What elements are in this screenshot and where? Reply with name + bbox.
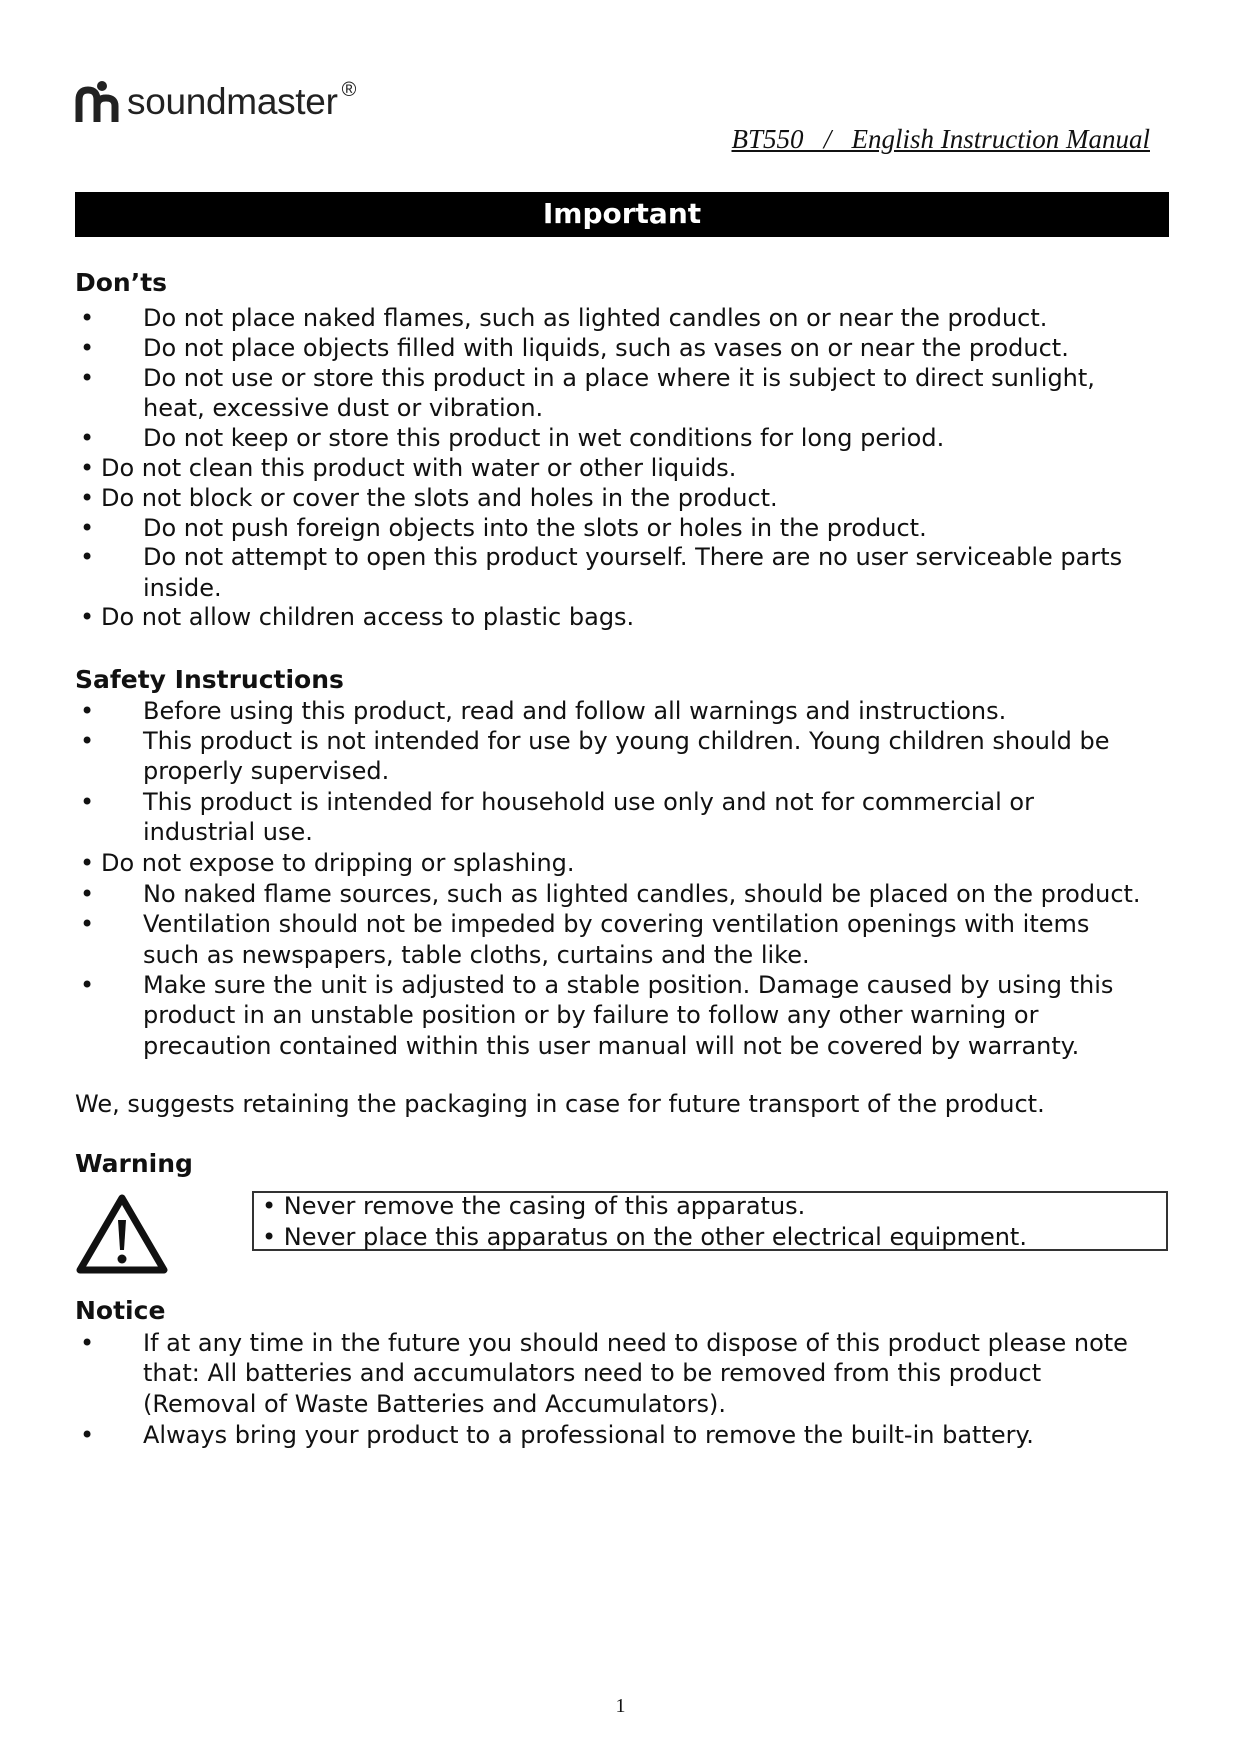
bullet-icon: • <box>80 910 95 938</box>
brand-name: soundmaster <box>127 81 338 122</box>
brand-registered-mark: ® <box>341 78 357 101</box>
safety-item-5: No naked flame sources, such as lighted candles, should be placed on the product. <box>143 880 1141 908</box>
donts-item-6: Do not block or cover the slots and holes in the product. <box>101 484 778 512</box>
important-banner: Important <box>75 192 1169 237</box>
warning-item-2-text: Never place this apparatus on the other electrical equipment. <box>283 1223 1027 1251</box>
warning-heading: Warning <box>75 1149 193 1178</box>
bullet-icon: • <box>80 364 95 392</box>
bullet-icon: • <box>80 514 95 542</box>
bullet-icon: • <box>80 697 95 725</box>
safety-item-3-cont: industrial use. <box>143 818 313 846</box>
safety-heading: Safety Instructions <box>75 665 344 694</box>
brand-logo <box>75 74 356 130</box>
warning-item-2: • Never place this apparatus on the other electrical equipment. <box>262 1223 1027 1251</box>
donts-item-8-cont: inside. <box>143 574 222 602</box>
safety-item-2: This product is not intended for use by young children. Young children should be <box>143 727 1110 755</box>
bullet-icon: • <box>80 971 95 999</box>
donts-item-3: Do not use or store this product in a place where it is subject to direct sunlight, <box>143 364 1095 392</box>
donts-item-3-cont: heat, excessive dust or vibration. <box>143 394 544 422</box>
bullet-icon: • <box>80 727 95 755</box>
safety-item-3: This product is intended for household use only and not for commercial or <box>143 788 1034 816</box>
bullet-icon: • <box>80 484 95 512</box>
safety-item-6-cont: such as newspapers, table cloths, curtains and the like. <box>143 941 810 969</box>
safety-item-7-cont: product in an unstable position or by failure to follow any other warning or <box>143 1001 1039 1029</box>
donts-item-4: Do not keep or store this product in wet conditions for long period. <box>143 424 945 452</box>
donts-item-8: Do not attempt to open this product yourself. There are no user serviceable parts <box>143 543 1123 571</box>
notice-item-1-cont: that: All batteries and accumulators need to be removed from this product <box>143 1359 1042 1387</box>
bullet-icon: • <box>80 424 95 452</box>
bullet-icon: • <box>80 543 95 571</box>
donts-item-2: Do not place objects filled with liquids, such as vases on or near the product. <box>143 334 1069 362</box>
bullet-icon: • <box>80 788 95 816</box>
bullet-icon: • <box>80 1421 95 1449</box>
bullet-icon: • <box>80 880 95 908</box>
warning-triangle-icon <box>75 1192 169 1276</box>
donts-item-9: Do not allow children access to plastic bags. <box>101 603 635 631</box>
donts-item-7: Do not push foreign objects into the slots or holes in the product. <box>143 514 927 542</box>
safety-item-1: Before using this product, read and follow all warnings and instructions. <box>143 697 1007 725</box>
notice-item-2: Always bring your product to a professional to remove the built-in battery. <box>143 1421 1034 1449</box>
bullet-icon: • <box>80 1329 95 1357</box>
bullet-icon: • <box>80 334 95 362</box>
safety-item-2-cont: properly supervised. <box>143 757 390 785</box>
warning-item-1: • Never remove the casing of this apparatus. <box>262 1192 806 1220</box>
bullet-icon: • <box>80 603 95 631</box>
safety-item-4: Do not expose to dripping or splashing. <box>101 849 575 877</box>
notice-item-1-cont-2: (Removal of Waste Batteries and Accumulators). <box>143 1390 726 1418</box>
bullet-icon: • <box>80 849 95 877</box>
bullet-icon: • <box>80 304 95 332</box>
safety-item-7-cont-2: precaution contained within this user manual will not be covered by warranty. <box>143 1032 1080 1060</box>
warning-item-1-text: Never remove the casing of this apparatus. <box>283 1192 806 1220</box>
soundmaster-logo-icon <box>75 80 121 124</box>
safety-item-6: Ventilation should not be impeded by covering ventilation openings with items <box>143 910 1090 938</box>
notice-heading: Notice <box>75 1296 166 1325</box>
notice-item-1: If at any time in the future you should need to dispose of this product please note <box>143 1329 1128 1357</box>
bullet-icon: • <box>80 454 95 482</box>
manual-title: BT550 / English Instruction Manual <box>731 124 1150 154</box>
packaging-note: We, suggests retaining the packaging in case for future transport of the product. <box>75 1090 1045 1118</box>
safety-item-7: Make sure the unit is adjusted to a stable position. Damage caused by using this <box>143 971 1114 999</box>
donts-item-1: Do not place naked flames, such as lighted candles on or near the product. <box>143 304 1048 332</box>
page-number: 1 <box>615 1695 626 1717</box>
donts-item-5: Do not clean this product with water or other liquids. <box>101 454 737 482</box>
donts-heading: Don’ts <box>75 268 168 297</box>
